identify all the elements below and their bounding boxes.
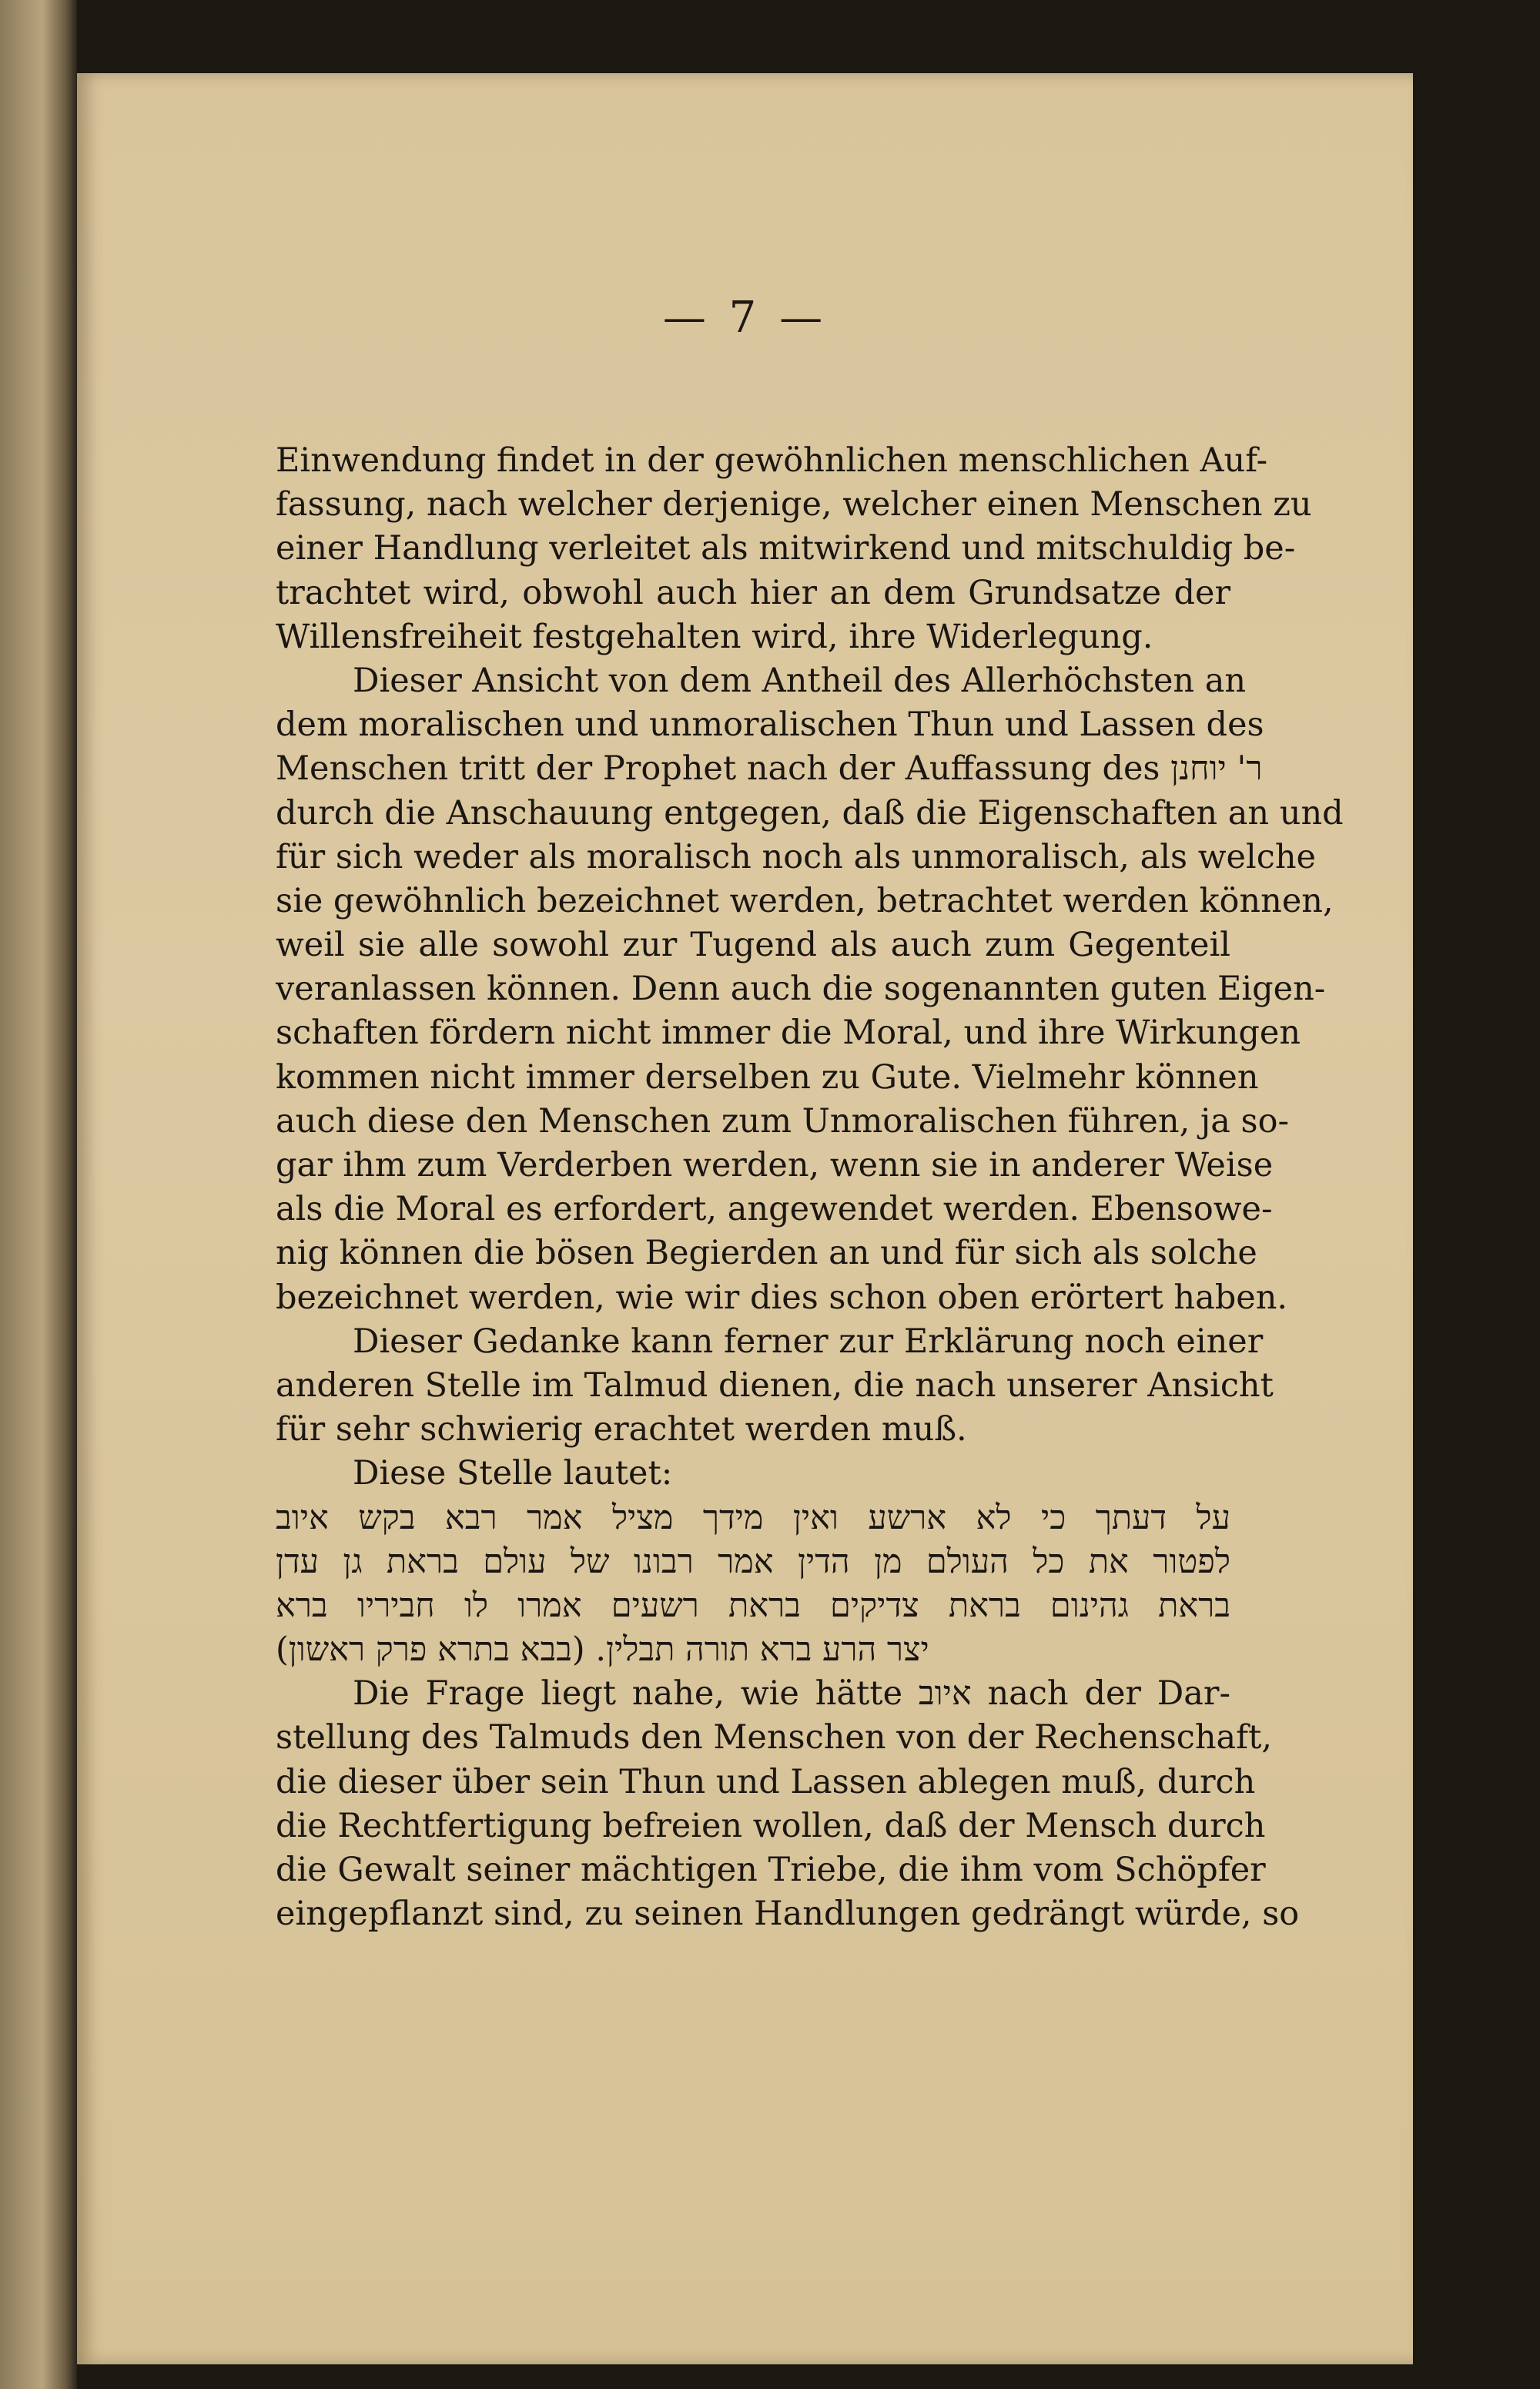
text-line: die Gewalt seiner mächtigen Triebe, die ihm vom Schöpfer	[276, 1851, 1266, 1889]
text-line: kommen nicht immer derselben zu Gute. Vielmehr können	[276, 1057, 1259, 1097]
body-text	[276, 439, 1344, 1936]
text-line: gar ihm zum Verderben werden, wenn sie in anderer Weise	[276, 1146, 1274, 1184]
text-line: nig können die bösen Begierden an und für sich als solche	[276, 1234, 1257, 1273]
text-line: bezeichnet werden, wie wir dies schon oben erörtert haben.	[276, 1278, 1288, 1317]
text-line: als die Moral es erfordert, angewendet werden. Ebensowe-	[276, 1190, 1273, 1229]
text-line: eingepflanzt sind, zu seinen Handlungen gedrängt würde, so	[276, 1895, 1300, 1934]
facing-page-edge	[0, 0, 77, 2389]
hebrew-quote-line: בראת גהינום בראת צדיקים בראת רשעים אמרו לו חביריו ברא	[276, 1586, 1230, 1625]
text-line: die dieser über sein Thun und Lassen ablegen muß, durch	[276, 1762, 1256, 1801]
text-line: Willensfreiheit festgehalten wird, ihre Widerlegung.	[276, 617, 1153, 656]
hebrew-quote-line: לפטור את כל העולם מן הדין אמר רבונו של עולם בראת גן עדן	[276, 1542, 1230, 1581]
text-line: Dieser Ansicht von dem Antheil des Allerhöchsten an	[353, 661, 1247, 700]
page-number: — 7 —	[662, 293, 828, 343]
text-line: sie gewöhnlich bezeichnet werden, betrachtet werden können,	[276, 881, 1334, 920]
text-line: trachtet wird, obwohl auch hier an dem Grundsatze der	[276, 573, 1230, 612]
text-line: Diese Stelle lautet:	[353, 1454, 673, 1493]
text-line: stellung des Talmuds den Menschen von der Rechenschaft,	[276, 1718, 1273, 1757]
text-line: Menschen tritt der Prophet nach der Auffassung des ר' יוחנן	[276, 749, 1263, 789]
text-line: Einwendung findet in der gewöhnlichen menschlichen Auf-	[276, 441, 1268, 480]
text-line: weil sie alle sowohl zur Tugend als auch zum Gegenteil	[276, 926, 1230, 965]
text-line: auch diese den Menschen zum Unmoralischen führen, ja so-	[276, 1101, 1290, 1141]
text-line: durch die Anschauung entgegen, daß die Eigenschaften an und	[276, 793, 1344, 833]
book-page	[77, 73, 1413, 2364]
text-line: einer Handlung verleitet als mitwirkend und mitschuldig be-	[276, 529, 1296, 568]
text-line: dem moralischen und unmoralischen Thun und Lassen des	[276, 705, 1264, 745]
hebrew-quote-line: על דעתך כי לא ארשע ואין מידך מציל אמר רבא בקש איוב	[276, 1498, 1230, 1537]
text-line: veranlassen können. Denn auch die sogenannten guten Eigen-	[276, 970, 1326, 1009]
text-line: für sich weder als moralisch noch als unmoralisch, als welche	[276, 837, 1316, 876]
text-line: die Rechtfertigung befreien wollen, daß der Mensch durch	[276, 1806, 1266, 1845]
text-line: anderen Stelle im Talmud dienen, die nach unserer Ansicht	[276, 1365, 1274, 1405]
text-line: Die Frage liegt nahe, wie hätte איוב nach der Dar-	[353, 1674, 1230, 1714]
text-line: schaften fördern nicht immer die Moral, und ihre Wirkungen	[276, 1014, 1301, 1053]
text-line: Dieser Gedanke kann ferner zur Erklärung noch einer	[353, 1322, 1264, 1361]
text-line: für sehr schwierig erachtet werden muß.	[276, 1410, 967, 1449]
hebrew-quote-line: יצר הרע ברא תורה תבלין. (בבא בתרא פרק ראשון)	[276, 1630, 929, 1670]
text-line: fassung, nach welcher derjenige, welcher einen Menschen zu	[276, 485, 1312, 524]
